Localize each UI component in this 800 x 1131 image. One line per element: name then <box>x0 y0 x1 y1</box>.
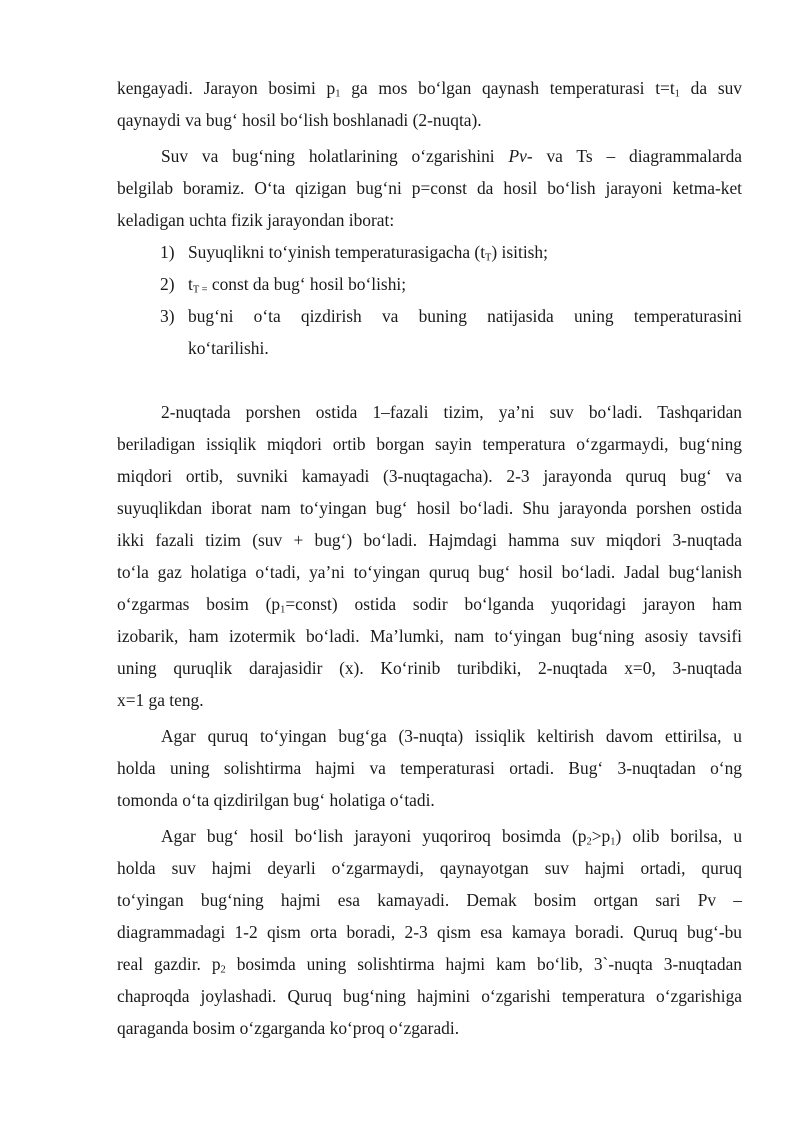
text-line: qaraganda bosim o‘zgarganda ko‘proq o‘zgaradi. <box>117 1018 460 1038</box>
text-line: holda uning solishtirma hajmi va temperaturasi ortadi. Bug‘ 3-nuqtadan o‘ng <box>117 758 742 778</box>
text-line: Agar quruq to‘yingan bug‘ga (3-nuqta) issiqlik keltirish davom ettirilsa, u <box>161 726 742 746</box>
text-line: uning quruqlik darajasidir (x). Ko‘rinib turibdiki, 2-nuqtada x=0, 3-nuqtada <box>117 658 742 678</box>
text-line: tomonda o‘ta qizdirilgan bug‘ holatiga o‘tadi. <box>117 790 435 810</box>
list-item <box>160 236 742 268</box>
list-number: 3) <box>160 306 175 326</box>
list-text: bug‘ni o‘ta qizdirish va buning natijasida uning temperaturasini <box>188 306 742 326</box>
text-line: real gazdir. $p_2$ bosimda uning solishtirma hajmi kam bo‘lib, 3`-nuqta 3-nuqtadan <box>117 954 742 976</box>
text-line: holda suv hajmi deyarli o‘zgarmaydi, qaynayotgan suv hajmi ortadi, quruq <box>117 858 742 878</box>
text-line: Agar bug‘ hosil bo‘lish jarayoni yuqoriroq bosimda $(p_2>p_1)$ olib borilsa, u <box>161 826 743 848</box>
text-line: keladigan uchta fizik jarayondan iborat: <box>117 210 395 230</box>
list-number: 1) <box>160 242 175 262</box>
text-line: x=1 ga teng. <box>117 690 204 710</box>
list-text: $t_{T =}$ const da bug‘ hosil bo‘lishi; <box>188 274 407 296</box>
text-line: o‘zgarmas bosim $(p_1=const)$ ostida sodir bo‘lganda yuqoridagi jarayon ham <box>117 594 743 616</box>
text-line: beriladigan issiqlik miqdori ortib borgan sayin temperatura o‘zgarmaydi, bug‘ning <box>117 434 742 454</box>
text-line: izobarik, ham izotermik bo‘ladi. Ma’lumki, nam to‘yingan bug‘ning asosiy tavsifi <box>117 626 742 646</box>
text-line: Suv va bug‘ning holatlarining o‘zgarishini Pv- va Ts – diagrammalarda <box>161 146 743 166</box>
text-line: diagrammadagi 1-2 qism orta boradi, 2-3 qism esa kamaya boradi. Quruq bug‘-bu <box>117 922 742 942</box>
text-line: to‘la gaz holatiga o‘tadi, ya’ni to‘yingan quruq bug‘ hosil bo‘ladi. Jadal bug‘lanish <box>117 562 742 582</box>
list-number: 2) <box>160 274 175 294</box>
list-item <box>160 268 742 300</box>
text-line: suyuqlikdan iborat nam to‘yingan bug‘ hosil bo‘ladi. Shu jarayonda porshen ostida <box>117 498 742 518</box>
list-item <box>160 300 742 364</box>
text-line: kengayadi. Jarayon bosimi $p_1$ ga mos bo‘lgan qaynash temperaturasi $t=t_1$ da suv <box>117 78 742 100</box>
text-line: to‘yingan bug‘ning hajmi esa kamayadi. Demak bosim ortgan sari Pv – <box>117 890 742 910</box>
text-line: 2-nuqtada porshen ostida 1–fazali tizim, ya’ni suv bo‘ladi. Tashqaridan <box>161 402 742 422</box>
text-line: miqdori ortib, suvniki kamayadi (3-nuqtagacha). 2-3 jarayonda quruq bug‘ va <box>117 466 742 486</box>
list-text: ko‘tarilishi. <box>188 338 269 358</box>
text-line: ikki fazali tizim (suv + bug‘) bo‘ladi. Hajmdagi hamma suv miqdori 3-nuqtada <box>117 530 742 550</box>
text-line: belgilab boramiz. O‘ta qizigan bug‘ni p=const da hosil bo‘lish jarayoni ketma-ket <box>117 178 742 198</box>
list-text: Suyuqlikni to‘yinish temperaturasigacha $(t_T)$ isitish; <box>188 242 548 264</box>
text-line: chaproqda joylashadi. Quruq bug‘ning hajmini o‘zgarishi temperatura o‘zgarishiga <box>117 986 742 1006</box>
text-line: qaynaydi va bug‘ hosil bo‘lish boshlanadi (2-nuqta). <box>117 110 482 130</box>
